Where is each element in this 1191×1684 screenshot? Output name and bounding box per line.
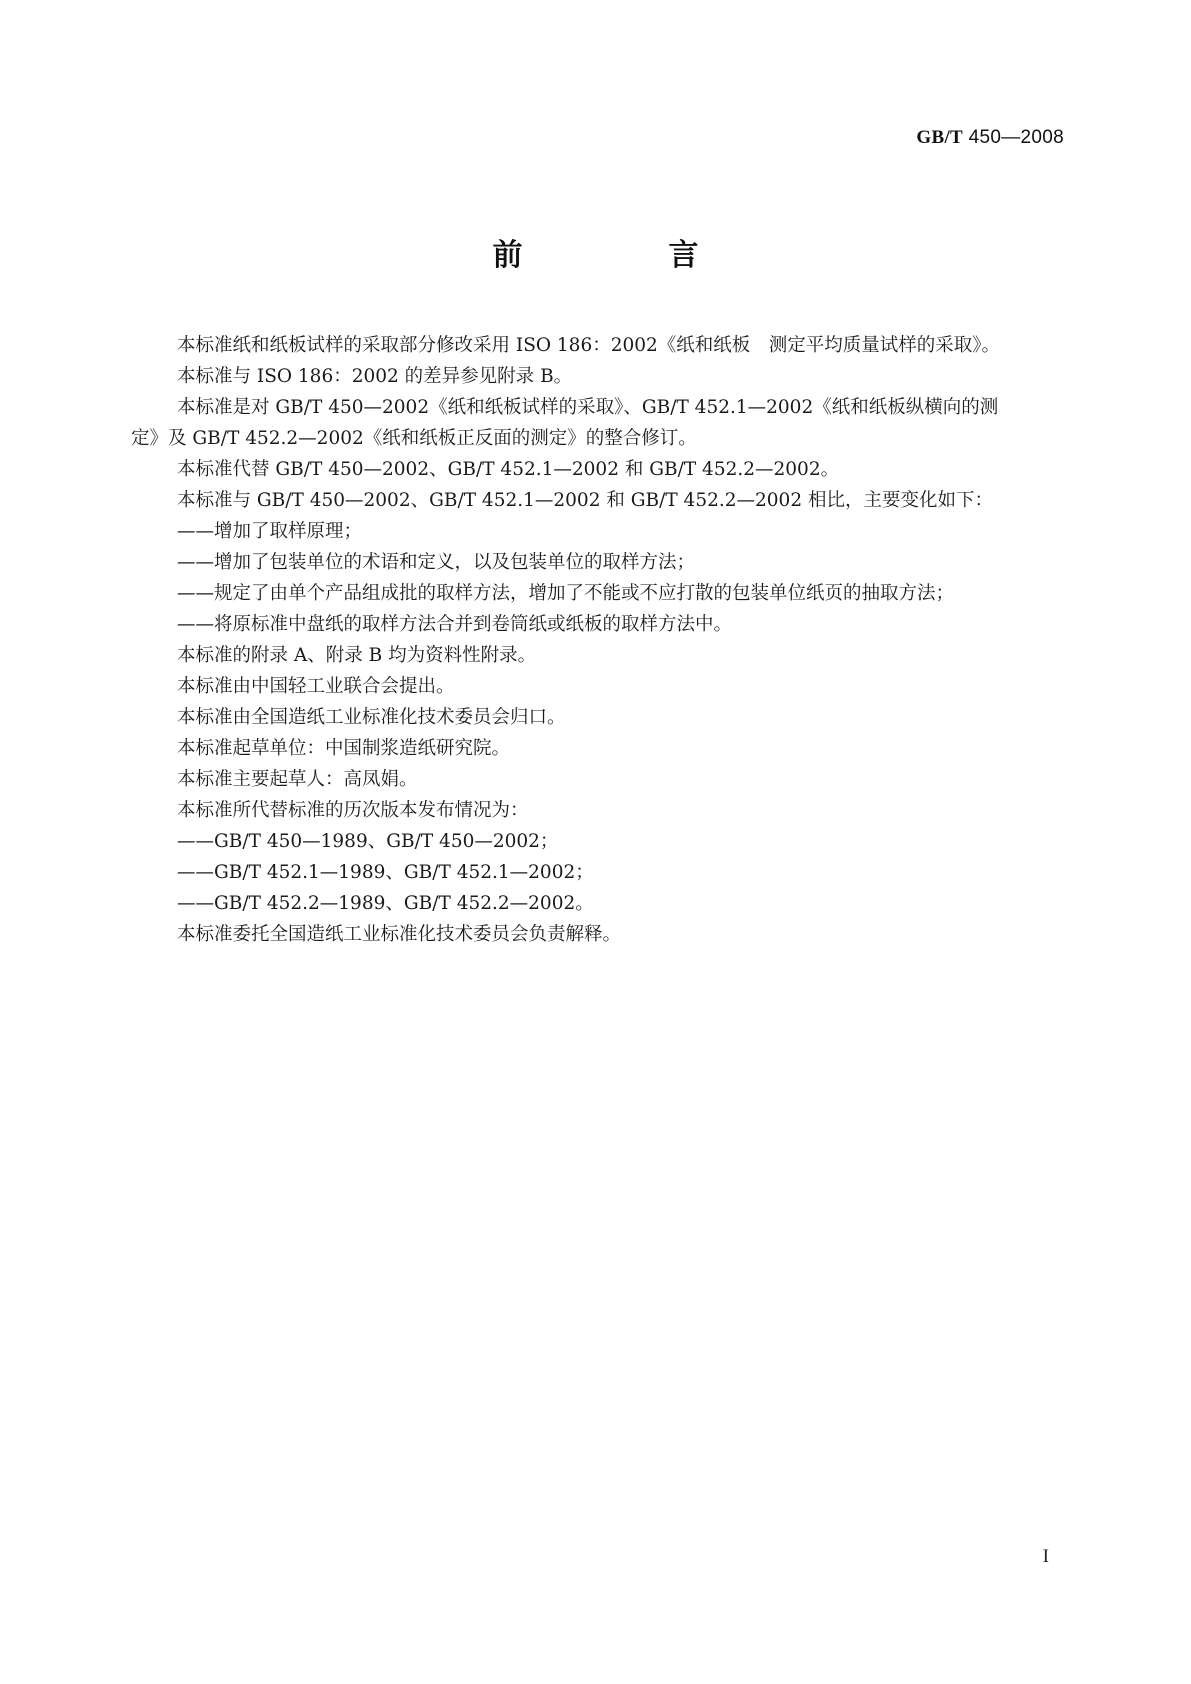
standard-prefix: GB/T bbox=[916, 127, 964, 148]
list-item: ——GB/T 450—1989、GB/T 450—2002； bbox=[177, 831, 559, 852]
paragraph: 本标准由中国轻工业联合会提出。 bbox=[177, 676, 455, 697]
list-item: ——增加了取样原理； bbox=[177, 521, 363, 542]
paragraph-continuation: 定》及 GB/T 452.2—2002《纸和纸板正反面的测定》的整合修订。 bbox=[131, 428, 697, 449]
paragraph: 本标准与 ISO 186：2002 的差异参见附录 B。 bbox=[177, 366, 573, 387]
paragraph: 本标准与 GB/T 450—2002、GB/T 452.1—2002 和 GB/T 452.2—2002 相比，主要变化如下： bbox=[177, 490, 993, 511]
paragraph: 本标准主要起草人：高凤娟。 bbox=[177, 769, 418, 790]
paragraph: 本标准的附录 A、附录 B 均为资料性附录。 bbox=[177, 645, 537, 666]
standard-number: 450—2008 bbox=[968, 127, 1064, 148]
foreword-body bbox=[131, 330, 1063, 950]
standard-code bbox=[916, 127, 1064, 149]
paragraph: 本标准起草单位：中国制浆造纸研究院。 bbox=[177, 738, 511, 759]
list-item: ——增加了包装单位的术语和定义，以及包装单位的取样方法； bbox=[177, 552, 696, 573]
paragraph: 本标准是对 GB/T 450—2002《纸和纸板试样的采取》、GB/T 452.1—2002《纸和纸板纵横向的测 bbox=[177, 397, 999, 418]
paragraph: 本标准委托全国造纸工业标准化技术委员会负责解释。 bbox=[177, 924, 622, 945]
page-number: I bbox=[1042, 1546, 1049, 1567]
list-item: ——GB/T 452.2—1989、GB/T 452.2—2002。 bbox=[177, 893, 594, 914]
list-item: ——GB/T 452.1—1989、GB/T 452.1—2002； bbox=[177, 862, 594, 883]
paragraph: 本标准代替 GB/T 450—2002、GB/T 452.1—2002 和 GB/T 452.2—2002。 bbox=[177, 459, 840, 480]
list-item: ——规定了由单个产品组成批的取样方法，增加了不能或不应打散的包装单位纸页的抽取方法； bbox=[177, 583, 955, 604]
list-item: ——将原标准中盘纸的取样方法合并到卷筒纸或纸板的取样方法中。 bbox=[177, 614, 733, 635]
paragraph: 本标准所代替标准的历次版本发布情况为： bbox=[177, 800, 529, 821]
page-title: 前 言 bbox=[492, 238, 757, 273]
paragraph: 本标准由全国造纸工业标准化技术委员会归口。 bbox=[177, 707, 566, 728]
paragraph: 本标准纸和纸板试样的采取部分修改采用 ISO 186：2002《纸和纸板 测定平均质量试样的采取》。 bbox=[177, 335, 1001, 356]
